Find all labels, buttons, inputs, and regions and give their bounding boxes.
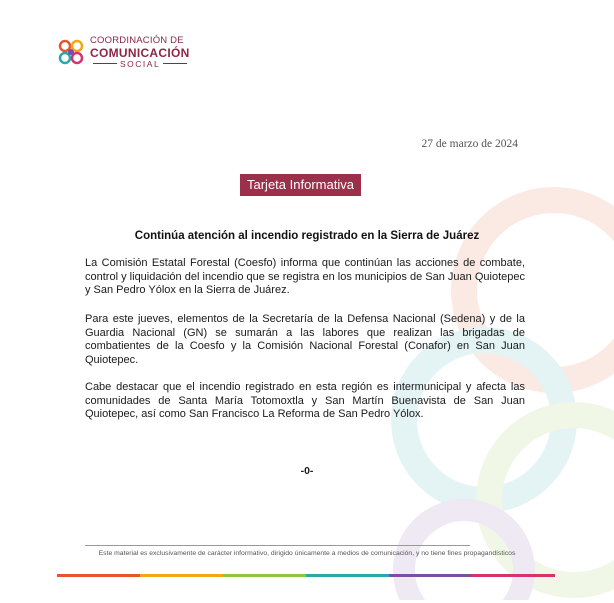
document-date: 27 de marzo de 2024 (421, 138, 518, 150)
color-bar-segment (140, 574, 223, 577)
body-paragraph: Para este jueves, elementos de la Secretaría de la Defensa Nacional (Sedena) y de la Guardia Nacional (GN) se sumarán a las labores que realizan las brigadas de combatientes de la Coesfo y la Comisión Nacional Forestal (Conafor) en San Juan Quiotepec. (85, 313, 525, 366)
color-bar-segment (57, 574, 140, 577)
color-bar-segment (389, 574, 472, 577)
logo-text-line2: COMUNICACIÓN (90, 45, 190, 60)
footer-disclaimer: Este material es exclusivamente de carácter informativo, dirigido únicamente a medios de comunicación, y no tiene fines propagandísticos (98, 550, 516, 557)
document-type-label: Tarjeta Informativa (240, 174, 361, 196)
body-paragraph: La Comisión Estatal Forestal (Coesfo) informa que continúan las acciones de combate, control y liquidación del incendio que se registra en los municipios de San Juan Quiotepec y San Pedro Yólox en la Sierra de Juárez. (85, 257, 525, 296)
color-bar-segment (223, 574, 306, 577)
logo-text-line1: COORDINACIÓN DE (90, 35, 184, 46)
logo-text-line3: SOCIAL (120, 58, 161, 69)
body-paragraph: Cabe destacar que el incendio registrado en esta región es intermunicipal y afecta las comunidades de Santa María Totomoxtla y San Martín Buenavista de San Juan Quiotepec, así como San Francisco La Reforma de San Pedro Yólox. (85, 381, 525, 420)
logo-emblem-icon (56, 37, 86, 67)
document-title: Continúa atención al incendio registrado en la Sierra de Juárez (134, 230, 480, 242)
color-bar-segment (472, 574, 555, 577)
color-bar-segment (306, 574, 389, 577)
closing-mark: -0- (300, 465, 314, 477)
footer-divider (85, 545, 470, 546)
footer-color-bar (57, 574, 555, 577)
coordinacion-logo (56, 36, 190, 68)
